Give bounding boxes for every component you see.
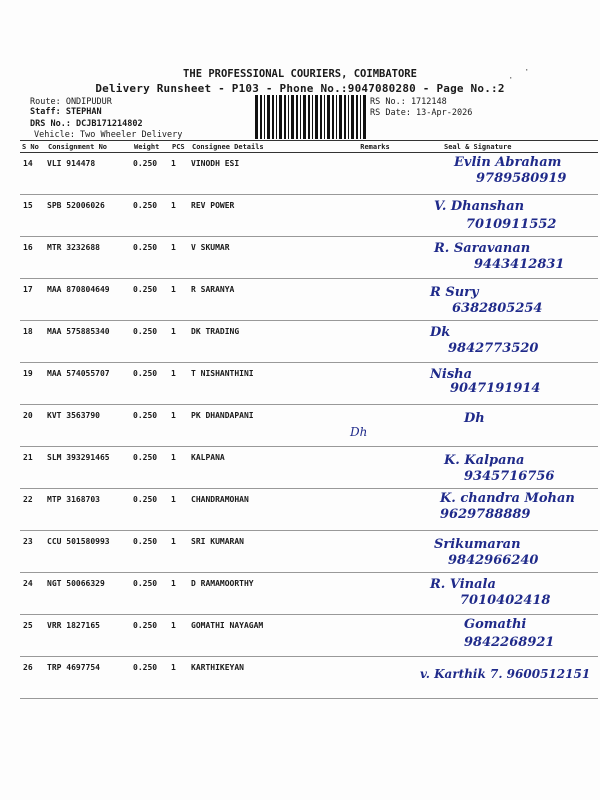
table-row: [20, 195, 598, 237]
weight-cell: 0.250: [132, 657, 170, 699]
weight-cell: 0.250: [132, 321, 170, 363]
pcs-cell: 1: [170, 279, 190, 321]
consignee-cell: SRI KUMARAN: [190, 531, 346, 573]
signature-cell: [404, 489, 598, 531]
table-row: [20, 279, 598, 321]
consignee-cell: REV POWER: [190, 195, 346, 237]
sno-cell: 23: [20, 531, 46, 573]
signature-cell: [404, 279, 598, 321]
signature-cell: [404, 657, 598, 699]
handwritten-phone: 9789580919: [476, 171, 567, 186]
consignment-cell: SLM 393291465: [46, 447, 132, 489]
weight-cell: 0.250: [132, 405, 170, 447]
consignment-cell: NGT 50066329: [46, 573, 132, 615]
handwritten-signature: Srikumaran: [434, 537, 521, 552]
sno-cell: 24: [20, 573, 46, 615]
runsheet-subtitle: Delivery Runsheet - P103 - Phone No.:9047080280 - Page No.:2: [95, 82, 505, 95]
remarks-cell: [346, 363, 404, 405]
consignee-cell: D RAMAMOORTHY: [190, 573, 346, 615]
sno-cell: 16: [20, 237, 46, 279]
weight-cell: 0.250: [132, 195, 170, 237]
handwritten-signature: R Sury: [430, 285, 479, 300]
remarks-handwritten-mark: Dh: [350, 425, 368, 439]
sno-cell: 21: [20, 447, 46, 489]
remarks-cell: [346, 195, 404, 237]
handwritten-signature: Dh: [464, 411, 485, 426]
handwritten-phone: 9629788889: [440, 507, 531, 522]
table-row: [20, 321, 598, 363]
handwritten-signature: Dk: [430, 325, 451, 340]
remarks-cell: [346, 657, 404, 699]
handwritten-phone: 9842268921: [464, 635, 555, 650]
stray-dot: ·: [524, 66, 530, 76]
sno-cell: 17: [20, 279, 46, 321]
consignment-cell: MAA 574055707: [46, 363, 132, 405]
handwritten-signature: K. Kalpana: [444, 453, 525, 468]
remarks-cell: [346, 573, 404, 615]
table-header-row: [20, 141, 598, 153]
pcs-cell: 1: [170, 615, 190, 657]
table-row: [20, 657, 598, 699]
table-row: [20, 531, 598, 573]
handwritten-signature: Nisha: [430, 367, 473, 382]
sno-cell: 26: [20, 657, 46, 699]
sno-cell: 14: [20, 153, 46, 195]
sno-cell: 18: [20, 321, 46, 363]
remarks-cell: [346, 489, 404, 531]
signature-cell: [404, 195, 598, 237]
handwritten-signature: v. Karthik 7. 9600512151: [420, 667, 591, 681]
table-row: [20, 447, 598, 489]
col-sno: S No: [20, 141, 46, 153]
weight-cell: 0.250: [132, 279, 170, 321]
handwritten-phone: 7010402418: [460, 593, 551, 608]
consignee-cell: VINODH ESI: [190, 153, 346, 195]
remarks-cell: [346, 321, 404, 363]
weight-cell: 0.250: [132, 363, 170, 405]
col-signature: Seal & Signature: [404, 141, 598, 153]
remarks-cell: [346, 615, 404, 657]
weight-cell: 0.250: [132, 615, 170, 657]
handwritten-signature: R. Saravanan: [434, 241, 531, 256]
pcs-cell: 1: [170, 573, 190, 615]
sno-cell: 20: [20, 405, 46, 447]
consignee-cell: GOMATHI NAYAGAM: [190, 615, 346, 657]
pcs-cell: 1: [170, 447, 190, 489]
consignee-cell: T NISHANTHINI: [190, 363, 346, 405]
vehicle-label: Vehicle: Two Wheeler Delivery: [34, 130, 183, 140]
handwritten-phone: 6382805254: [452, 301, 543, 316]
consignment-cell: TRP 4697754: [46, 657, 132, 699]
remarks-cell: [346, 237, 404, 279]
pcs-cell: 1: [170, 405, 190, 447]
handwritten-phone: 9842966240: [448, 553, 539, 568]
signature-cell: [404, 573, 598, 615]
rs-number: RS No.: 1712148: [370, 97, 447, 107]
signature-cell: [404, 615, 598, 657]
consignment-cell: CCU 501580993: [46, 531, 132, 573]
handwritten-phone: 9345716756: [464, 469, 555, 484]
remarks-cell: [346, 447, 404, 489]
weight-cell: 0.250: [132, 447, 170, 489]
col-consignee: Consignee Details: [190, 141, 346, 153]
consignment-cell: MTR 3232688: [46, 237, 132, 279]
consignee-cell: R SARANYA: [190, 279, 346, 321]
weight-cell: 0.250: [132, 573, 170, 615]
weight-cell: 0.250: [132, 153, 170, 195]
signature-cell: [404, 531, 598, 573]
consignee-cell: KALPANA: [190, 447, 346, 489]
consignment-cell: MAA 575885340: [46, 321, 132, 363]
pcs-cell: 1: [170, 657, 190, 699]
remarks-cell: [346, 153, 404, 195]
consignee-cell: CHANDRAMOHAN: [190, 489, 346, 531]
consignment-cell: SPB 52006026: [46, 195, 132, 237]
pcs-cell: 1: [170, 153, 190, 195]
pcs-cell: 1: [170, 489, 190, 531]
staff-label: Staff: STEPHAN: [30, 107, 102, 117]
table-row: [20, 237, 598, 279]
consignment-cell: VLI 914478: [46, 153, 132, 195]
consignment-cell: KVT 3563790: [46, 405, 132, 447]
route-label: Route: ONDIPUDUR: [30, 97, 112, 107]
weight-cell: 0.250: [132, 489, 170, 531]
table-row: [20, 615, 598, 657]
col-weight: Weight: [132, 141, 170, 153]
handwritten-phone: 9047191914: [450, 381, 541, 396]
sno-cell: 25: [20, 615, 46, 657]
handwritten-phone: 9842773520: [448, 341, 539, 356]
weight-cell: 0.250: [132, 237, 170, 279]
table-row: [20, 363, 598, 405]
table-row: [20, 573, 598, 615]
handwritten-signature: Gomathi: [464, 617, 527, 632]
consignment-cell: VRR 1827165: [46, 615, 132, 657]
col-remarks: Remarks: [346, 141, 404, 153]
handwritten-signature: K. chandra Mohan: [440, 491, 575, 506]
signature-cell: [404, 447, 598, 489]
pcs-cell: 1: [170, 321, 190, 363]
signature-cell: [404, 405, 598, 447]
stray-dot: ·: [508, 74, 514, 84]
signature-cell: [404, 321, 598, 363]
consignee-cell: DK TRADING: [190, 321, 346, 363]
table-row: [20, 405, 598, 447]
consignment-cell: MAA 870804649: [46, 279, 132, 321]
sno-cell: 15: [20, 195, 46, 237]
company-title: THE PROFESSIONAL COURIERS, COIMBATORE: [183, 68, 417, 80]
sno-cell: 22: [20, 489, 46, 531]
handwritten-signature: R. Vinala: [430, 577, 496, 592]
runsheet-table: [20, 140, 598, 699]
signature-cell: [404, 237, 598, 279]
signature-cell: [404, 153, 598, 195]
remarks-cell: [346, 279, 404, 321]
pcs-cell: 1: [170, 363, 190, 405]
barcode-image: [255, 95, 367, 139]
consignee-cell: PK DHANDAPANI: [190, 405, 346, 447]
handwritten-signature: Evlin Abraham: [454, 155, 562, 170]
table-row: [20, 489, 598, 531]
handwritten-signature: V. Dhanshan: [434, 199, 525, 214]
drs-label: DRS No.: DCJB171214802: [30, 119, 143, 129]
consignment-cell: MTP 3168703: [46, 489, 132, 531]
pcs-cell: 1: [170, 531, 190, 573]
handwritten-phone: 7010911552: [466, 217, 557, 232]
pcs-cell: 1: [170, 237, 190, 279]
table-row: [20, 153, 598, 195]
sno-cell: 19: [20, 363, 46, 405]
signature-cell: [404, 363, 598, 405]
col-pcs: PCS: [170, 141, 190, 153]
consignee-cell: V SKUMAR: [190, 237, 346, 279]
col-consignment: Consignment No: [46, 141, 132, 153]
consignee-cell: KARTHIKEYAN: [190, 657, 346, 699]
weight-cell: 0.250: [132, 531, 170, 573]
rs-date: RS Date: 13-Apr-2026: [370, 108, 473, 118]
remarks-cell: [346, 531, 404, 573]
pcs-cell: 1: [170, 195, 190, 237]
handwritten-phone: 9443412831: [474, 257, 565, 272]
